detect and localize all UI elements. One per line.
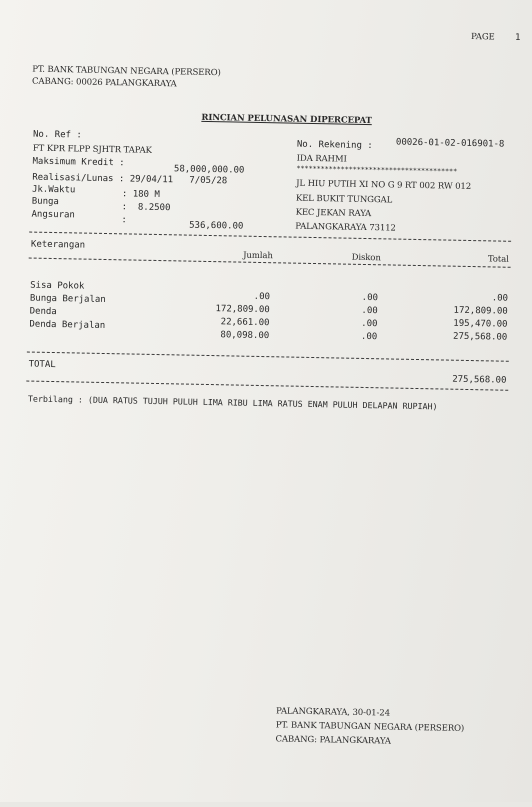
terbilang-text: Terbilang : (DUA RATUS TUJUH PULUH LIMA RIBU LIMA RATUS ENAM PULUH DELAPAN RUPIAH) (27, 393, 438, 412)
row-keterangan: Bunga Berjalan (29, 293, 106, 306)
address-line-3: KEC JEKAN RAYA (295, 207, 372, 220)
maks-kredit-label: Maksimum Kredit : (32, 156, 125, 169)
row-diskon: .00 (361, 305, 378, 317)
total-divider (27, 352, 509, 362)
page-label: PAGE (470, 31, 495, 43)
row-keterangan: Denda Berjalan (29, 319, 106, 332)
bunga-label: Bunga (31, 196, 59, 208)
header-keterangan: Keterangan (30, 239, 86, 251)
angsuran-colon: : (121, 215, 127, 226)
footer-branch: CABANG: PALANGKARAYA (275, 734, 391, 747)
row-keterangan: Denda (29, 306, 57, 318)
row-total: 275,568.00 (452, 331, 508, 343)
place-date: PALANGKARAYA, 30-01-24 (275, 706, 391, 719)
row-jumlah: 172,809.00 (215, 304, 270, 316)
row-diskon: .00 (361, 318, 378, 330)
row-total: 172,809.00 (453, 305, 508, 317)
customer-name: IDA RAHMI (296, 153, 347, 165)
total-value: 275,568.00 (452, 374, 507, 386)
rekening-label: No. Rekening : (296, 139, 373, 152)
rekening-value: 00026-01-02-016901-8 (395, 137, 505, 150)
jk-waktu-label: Jk.Waktu (31, 184, 76, 196)
table-top-divider (29, 232, 511, 242)
header-jumlah: Jumlah (243, 250, 273, 262)
jk-waktu-value: : 180 M (121, 189, 160, 201)
row-total: .00 (491, 293, 509, 304)
angsuran-value: 536,600.00 (189, 220, 244, 232)
total-label: TOTAL (28, 359, 56, 371)
row-total: 195,470.00 (453, 318, 508, 330)
row-diskon: .00 (360, 331, 378, 343)
row-jumlah: 80,098.00 (220, 330, 270, 342)
angsuran-label: Angsuran (31, 209, 75, 221)
ref-label: No. Ref : (32, 129, 82, 141)
footer-bank-name: PT. BANK TABUNGAN NEGARA (PERSERO) (275, 720, 465, 734)
page-number: 1 (514, 32, 521, 43)
address-line-2: KEL BUKIT TUNGGAL (295, 193, 393, 206)
row-keterangan: Sisa Pokok (30, 280, 85, 292)
product-name: FT KPR FLPP SJHTR TAPAK (32, 143, 152, 156)
header-total: Total (487, 254, 509, 265)
document-title: RINCIAN PELUNASAN DIPERCEPAT (201, 112, 372, 127)
address-line-4: PALANGKARAYA 73112 (295, 221, 396, 234)
maks-kredit-value: 58,000,000.00 (173, 164, 245, 176)
asterisk-separator: **************************************** (296, 164, 458, 176)
realisasi-lunas: Realisasi/Lunas : 29/04/11 7/05/28 (32, 172, 228, 187)
bunga-value: : 8.2500 (121, 202, 171, 214)
row-jumlah: .00 (253, 291, 271, 303)
header-diskon: Diskon (351, 252, 381, 264)
address-line-1: JL HIU PUTIH XI NO G 9 RT 002 RW 012 (296, 178, 472, 193)
bank-branch: CABANG: 00026 PALANGKARAYA (31, 76, 177, 90)
row-jumlah: 22,661.00 (220, 317, 270, 329)
row-diskon: .00 (361, 292, 379, 304)
bank-name: PT. BANK TABUNGAN NEGARA (PERSERO) (32, 64, 221, 79)
